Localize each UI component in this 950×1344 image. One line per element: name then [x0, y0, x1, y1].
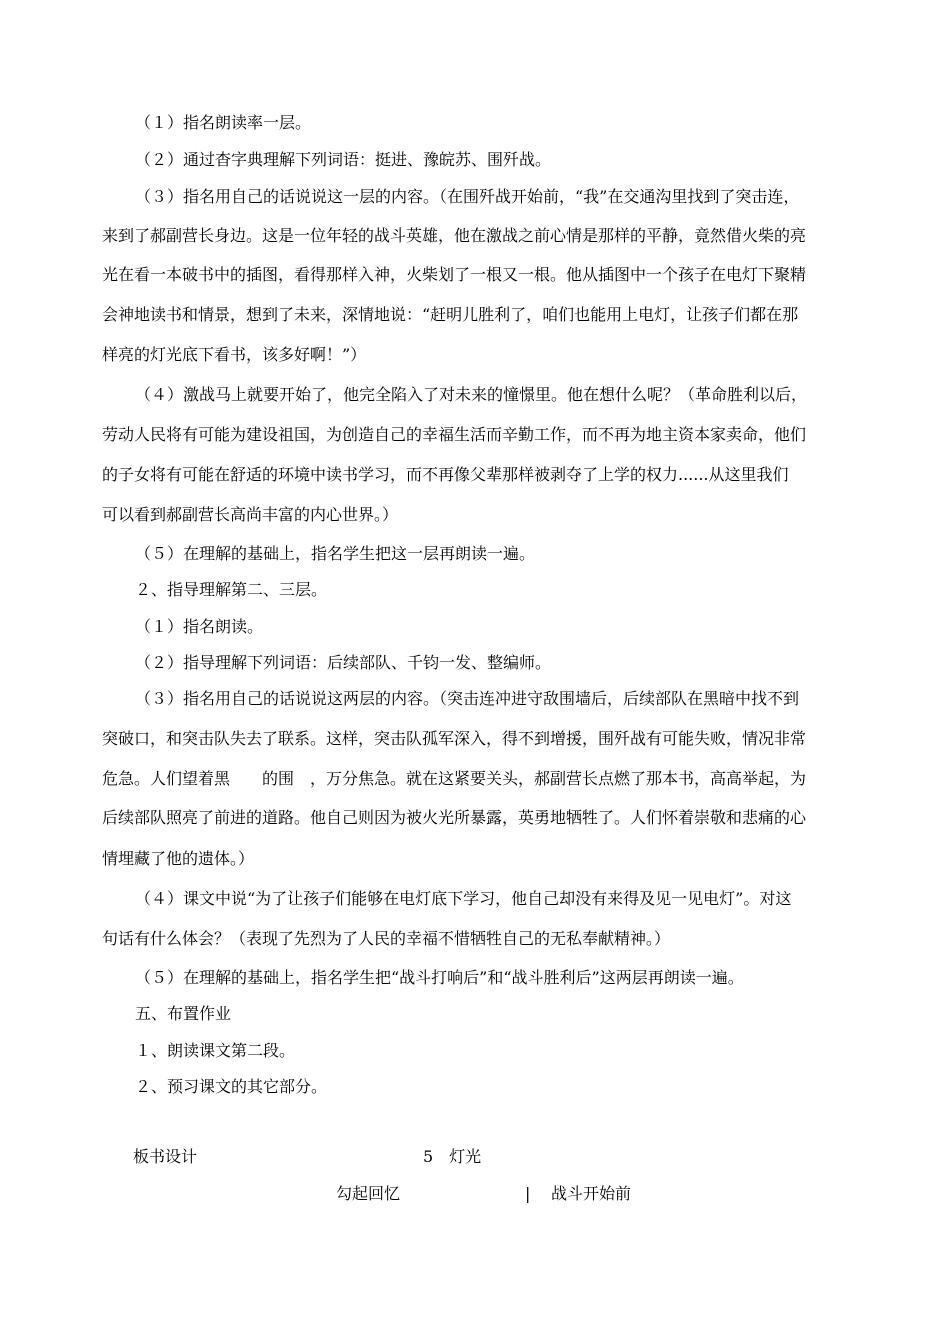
text-line: 劳动人民将有可能为建设祖国，为创造自己的幸福生活而辛勤工作，而不再为地主资本家卖命，他们	[102, 425, 807, 444]
text-line: 来到了郝副营长身边。这是一位年轻的战斗英雄，他在激战之前心情是那样的平静，竟然借火柴的亮	[102, 226, 807, 245]
text-line: 句话有什么体会？（表现了先烈为了人民的幸福不惜牺牲自己的无私奉献精神。）	[102, 929, 671, 948]
text-line: 危急。人们望着黑 的围 ，万分焦急。就在这紧要关头，郝副营长点燃了那本书，高高举起，为	[102, 769, 807, 788]
text-line: ２、指导理解第二、三层。	[135, 580, 328, 599]
text-line: 后续部队照亮了前进的道路。他自己则因为被火光所暴露，英勇地牺牲了。人们怀着崇敬和悲痛的心	[102, 808, 807, 827]
text-line: 突破口，和突击队失去了联系。这样，突击队孤军深入，得不到增援，围歼战有可能失败，情况非常	[102, 729, 807, 748]
text-line: （４）激战马上就要开始了，他完全陷入了对未来的憧憬里。他在想什么呢？（革命胜利以后，	[135, 385, 808, 404]
text-line: （３）指名用自己的话说说这一层的内容。（在围歼战开始前，“我”在交通沟里找到了突击连，	[135, 187, 800, 206]
text-line: ２、预习课文的其它部分。	[135, 1077, 328, 1096]
section-heading: 五、布置作业	[135, 1004, 232, 1023]
text-line: （１）指名朗读率一层。	[135, 113, 312, 132]
text-line: 光在看一本破书中的插图，看得那样入神，火柴划了一根又一根。他从插图中一个孩子在电灯下聚精	[102, 265, 807, 284]
text-line: （５）在理解的基础上，指名学生把这一层再朗读一遍。	[135, 544, 536, 563]
board-title: 5 灯光	[423, 1147, 482, 1166]
text-line: （１）指名朗读。	[135, 617, 264, 636]
text-line: 样亮的灯光底下看书，该多好啊！”）	[102, 345, 367, 364]
board-left-text: 勾起回忆	[336, 1184, 401, 1203]
text-line: 情埋藏了他的遗体。）	[102, 849, 255, 868]
text-line: （５）在理解的基础上，指名学生把“战斗打响后”和“战斗胜利后”这两层再朗读一遍。	[135, 968, 744, 987]
text-line: １、朗读课文第二段。	[135, 1041, 296, 1060]
text-line: （２）通过杳字典理解下列词语：挺进、豫皖苏、围歼战。	[135, 150, 552, 169]
text-line: （４）课文中说“为了让孩子们能够在电灯底下学习，他自己却没有来得及见一见电灯”。对这	[135, 889, 792, 908]
board-right-text: 战斗开始前	[551, 1184, 632, 1203]
text-line: （２）指导理解下列词语：后续部队、千钧一发、整编师。	[135, 653, 552, 672]
text-line: （３）指名用自己的话说说这两层的内容。（突击连冲进守敌围墙后，后续部队在黑暗中找不到	[135, 689, 800, 708]
text-line: 会神地读书和情景，想到了未来，深情地说：“赶明儿胜利了，咱们也能用上电灯，让孩子们都在那	[102, 305, 799, 324]
text-line: 的子女将有可能在舒适的环境中读书学习，而不再像父辈那样被剥夺了上学的权力......从这里我们	[102, 465, 789, 484]
board-label: 板书设计	[133, 1147, 198, 1166]
text-line: 可以看到郝副营长高尚丰富的内心世界。）	[102, 505, 399, 524]
board-divider: |	[525, 1184, 531, 1203]
